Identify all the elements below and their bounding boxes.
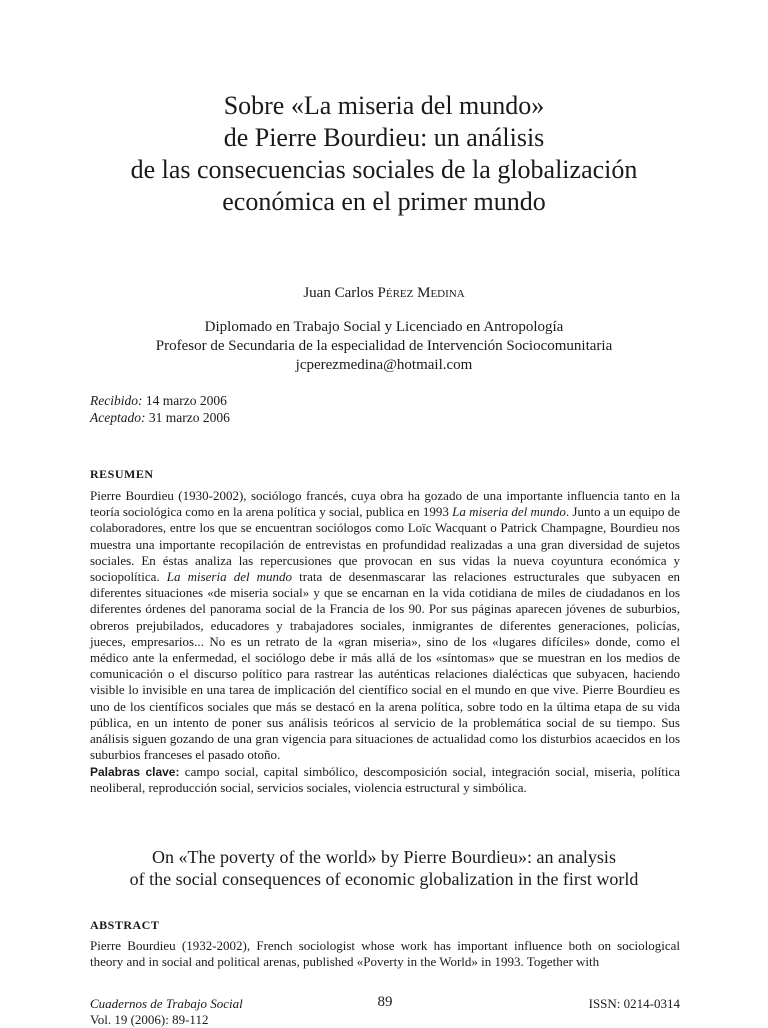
abstract-text: Pierre Bourdieu (1932-2002), French sociologist whose work has important influence both on sociological theory and in social and political arenas, published «Poverty in the World» in 1993. Together with	[90, 938, 680, 970]
received-date	[90, 392, 230, 409]
author-affiliation	[0, 318, 768, 375]
keywords-text: campo social, capital simbólico, descomposición social, integración social, miseria, política neoliberal, reproducción social, servicios sociales, violencia estructural y simbólica.	[90, 764, 680, 796]
resumen-part-3: trata de desenmascarar las relaciones estructurales que subyacen en diferentes situaciones «de miseria social» y que se encarnan en la vida cotidiana de miles de ciudadanos en los diferentes órdenes del panorama social de la Francia de los 90. Por sus páginas aparecen jóvenes de suburbios, obreros prejubilados, educadores y trabajadores sociales, inmigrantes de diferentes generaciones, policías, jueces, empresarios... No es un retrato de la «gran miseria», sino de los «lugares difíciles» donde, como el médico ante la enfermedad, el sociólogo debe ir más allá de los «síntomas» que se muestran en los medios de comunicación o el discurso político para rastrear las auténticas relaciones dialécticas que subyacen, haciendo visible lo invisible en una tarea de implicación del científico social en el mundo en que vive. Pierre Bourdieu es uno de los científicos sociales que más se destacó en la arena política, sobre todo en la última etapa de su vida pública, en un intento de poner sus análisis teóricos al servicio de la problemática social de su tiempo. Sus análisis siguen gozando de una gran vigencia para situaciones de actualidad como los disturbios acaecidos en los suburbios franceses el pasado otoño.	[90, 569, 681, 763]
title-line: Sobre «La miseria del mundo»	[223, 91, 545, 120]
title-line: de Pierre Bourdieu: un análisis	[223, 123, 545, 152]
title-line: económica en el primer mundo	[222, 187, 546, 216]
article-title	[40, 90, 728, 218]
author-given-name: Juan Carlos	[303, 285, 374, 301]
author-surname: Pérez Medina	[377, 285, 465, 301]
keywords-label: Palabras clave:	[90, 765, 180, 779]
submission-dates	[90, 392, 230, 426]
resumen-heading: RESUMEN	[90, 467, 154, 481]
received-value: 14 marzo 2006	[145, 393, 227, 408]
resumen-part-1: Pierre Bourdieu (1930-2002), sociólogo francés, cuya obra ha gozado de una importante influencia tanto en la teoría sociológica como en la arena política y social, publica en 1993	[90, 488, 680, 520]
accepted-label: Aceptado:	[90, 410, 146, 425]
accepted-value: 31 marzo 2006	[148, 410, 230, 425]
author-email: jcperezmedina@hotmail.com	[295, 357, 473, 373]
affiliation-degree: Diplomado en Trabajo Social y Licenciado en Antropología	[204, 319, 564, 335]
page-number: 89	[377, 994, 393, 1010]
journal-name: Cuadernos de Trabajo Social	[90, 996, 243, 1011]
resumen-part-2: . Junto a un equipo de colaboradores, entre los que se encuentran sociólogos como Loïc Wacquant o Patrick Champagne, Bourdieu nos muestra una importante recopilación de entrevistas en profundidad realizadas a una gran diversidad de sujetos sociales. En éstas analiza las repercusiones que provocan en sus vidas la nueva coyuntura económica y sociopolítica.	[90, 504, 681, 585]
affiliation-position: Profesor de Secundaria de la especialidad de Intervención Sociocomunitaria	[155, 338, 613, 354]
resumen-text	[90, 488, 680, 763]
english-title-line: of the social consequences of economic globalization in the first world	[129, 869, 639, 889]
english-title-line: On «The poverty of the world» by Pierre Bourdieu»: an analysis	[152, 847, 616, 867]
resumen-book-title-1: La miseria del mundo	[452, 504, 566, 520]
issn: ISSN: 0214-0314	[588, 996, 680, 1011]
resumen-book-title-2: La miseria del mundo	[166, 569, 293, 585]
keywords	[90, 764, 680, 796]
abstract-heading: ABSTRACT	[90, 918, 160, 932]
received-label: Recibido:	[90, 393, 143, 408]
english-title	[40, 846, 728, 890]
journal-citation	[90, 996, 243, 1028]
journal-volume: Vol. 19 (2006): 89-112	[90, 1012, 209, 1027]
accepted-date	[90, 409, 230, 426]
title-line: de las consecuencias sociales de la globalización	[130, 155, 638, 184]
author-name	[0, 284, 768, 302]
